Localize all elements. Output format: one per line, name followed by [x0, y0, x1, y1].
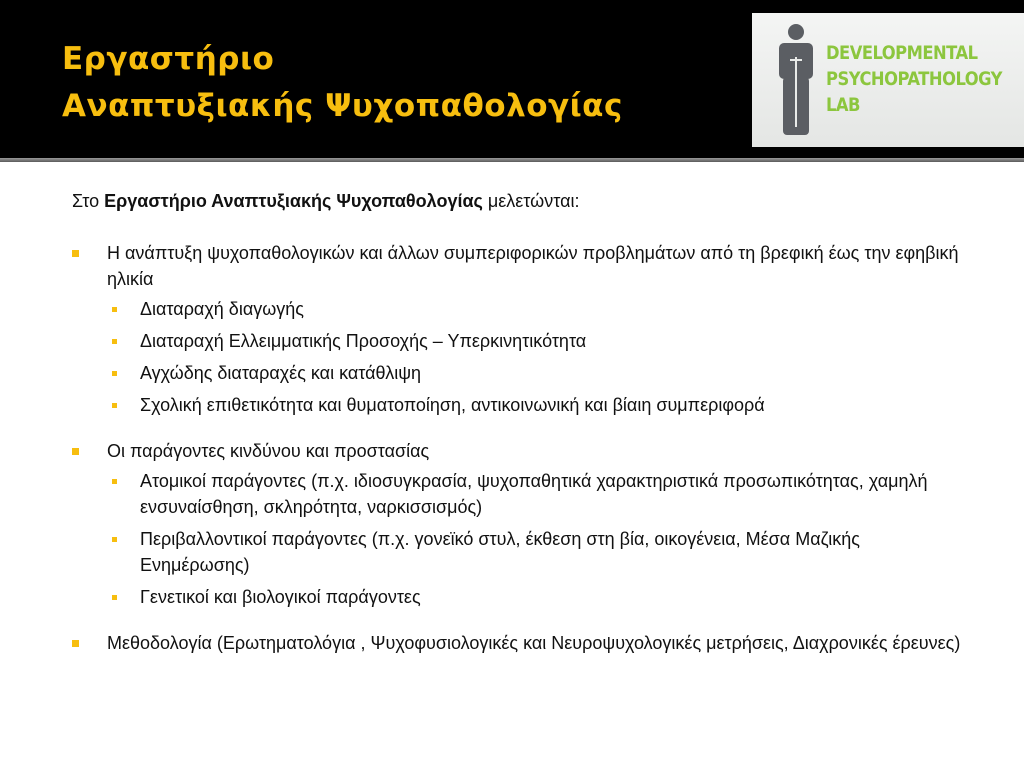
intro-paragraph — [72, 188, 579, 214]
bullet-text: Μεθοδολογία (Ερωτηματολόγια , Ψυχοφυσιολογικές και Νευροψυχολογικές μετρήσεις, Διαχρονικές έρευνες) — [107, 633, 961, 653]
slide-header — [0, 0, 1024, 158]
intro-suffix: μελετώνται: — [482, 191, 580, 211]
bullet-list — [0, 240, 967, 656]
slide-title — [62, 36, 623, 130]
intro-bold: Εργαστήριο Αναπτυξιακής Ψυχοπαθολογίας — [104, 191, 483, 211]
sub-bullet-item — [0, 328, 970, 354]
sub-bullet-text: Περιβαλλοντικοί παράγοντες (π.χ. γονεϊκό στυλ, έκθεση στη βία, οικογένεια, Μέσα Μαζικής Ενημέρωσης) — [140, 529, 860, 575]
intro-prefix: Στο — [72, 191, 105, 211]
bullet-square-icon — [72, 448, 79, 455]
sub-bullet-list — [107, 296, 967, 418]
slide-title-line-2: Αναπτυξιακής Ψυχοπαθολογίας — [62, 88, 623, 124]
sub-bullet-item — [0, 392, 970, 418]
sub-bullet-square-icon — [112, 537, 117, 542]
bullet-item — [0, 630, 967, 656]
sub-bullet-text: Διαταραχή διαγωγής — [140, 299, 304, 319]
sub-bullet-item — [0, 526, 970, 578]
bullet-text: Οι παράγοντες κινδύνου και προστασίας — [107, 441, 430, 461]
sub-bullet-text: Σχολική επιθετικότητα και θυματοποίηση, αντικοινωνική και βίαιη συμπεριφορά — [140, 395, 765, 415]
sub-bullet-item — [0, 468, 970, 520]
sub-bullet-item — [0, 296, 970, 322]
sub-bullet-item — [0, 360, 970, 386]
sub-bullet-text: Αγχώδης διαταραχές και κατάθλιψη — [140, 363, 422, 383]
bullet-item — [0, 240, 967, 418]
logo-line-1: DEVELOPMENTAL — [826, 42, 978, 64]
person-figure-icon — [774, 23, 818, 137]
bullet-text: Η ανάπτυξη ψυχοπαθολογικών και άλλων συμπεριφορικών προβλημάτων από τη βρεφική έως την εφηβική ηλικία — [107, 243, 959, 289]
bullet-square-icon — [72, 640, 79, 647]
lab-logo — [752, 13, 1024, 147]
logo-line-3: LAB — [826, 94, 860, 116]
sub-bullet-square-icon — [112, 339, 117, 344]
sub-bullet-text: Γενετικοί και βιολογικοί παράγοντες — [140, 587, 421, 607]
sub-bullet-square-icon — [112, 403, 117, 408]
logo-line-2: PSYCHOPATHOLOGY — [826, 68, 1002, 90]
sub-bullet-square-icon — [112, 371, 117, 376]
sub-bullet-square-icon — [112, 595, 117, 600]
sub-bullet-text: Ατομικοί παράγοντες (π.χ. ιδιοσυγκρασία, ψυχοπαθητικά χαρακτηριστικά προσωπικότητας, χαμηλή ενσυναίσθηση, σκληρότητα, ναρκισσισμός) — [140, 471, 928, 517]
bullet-square-icon — [72, 250, 79, 257]
slide-title-line-1: Εργαστήριο — [62, 41, 275, 77]
sub-bullet-square-icon — [112, 479, 117, 484]
sub-bullet-square-icon — [112, 307, 117, 312]
bullet-item — [0, 438, 967, 610]
sub-bullet-text: Διαταραχή Ελλειμματικής Προσοχής – Υπερκινητικότητα — [140, 331, 587, 351]
lab-logo-text — [826, 40, 1002, 118]
slide-body — [0, 162, 1024, 768]
sub-bullet-item — [0, 584, 970, 610]
sub-bullet-list — [107, 468, 967, 610]
